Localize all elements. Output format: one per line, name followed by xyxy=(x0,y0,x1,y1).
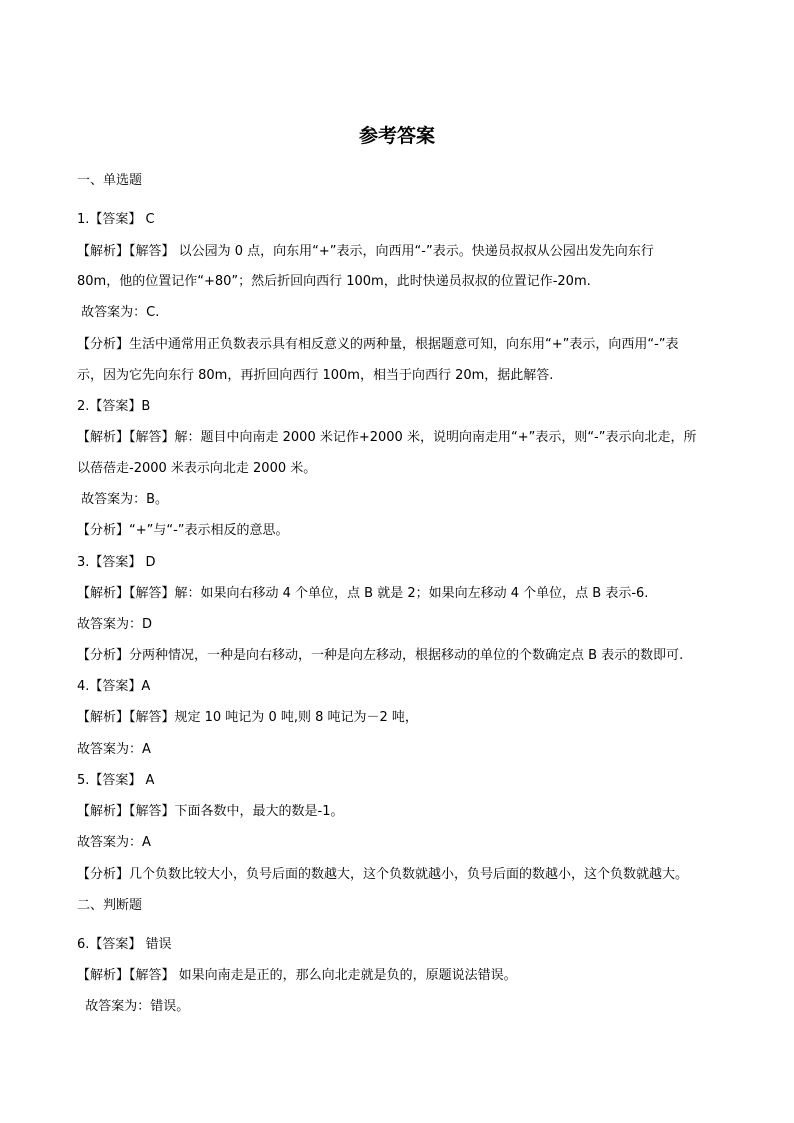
q1-answer: 1.【答案】 C xyxy=(77,212,155,227)
q6-explanation: 【解析】【解答】 如果向南走是正的，那么向北走就是负的，原题说法错误。 xyxy=(77,968,517,983)
q5-analysis: 【分析】几个负数比较大小，负号后面的数越大，这个负数就越小，负号后面的数越小，这个负数就越大。 xyxy=(77,867,689,882)
q6-answer: 6.【答案】 错误 xyxy=(77,937,172,952)
q2-conclusion: 故答案为：B。 xyxy=(77,492,169,507)
q3-conclusion: 故答案为：D xyxy=(77,617,153,632)
page-title: 参考答案 xyxy=(358,125,435,147)
q4-conclusion: 故答案为：A xyxy=(77,742,151,757)
q5-conclusion: 故答案为：A xyxy=(77,835,151,850)
section-heading-single-choice: 一、单选题 xyxy=(77,173,143,188)
q1-explanation-line-1: 【解析】【解答】 以公园为 0 点，向东用“+”表示，向西用“-”表示。快递员叔叔从公园出发先向东行 xyxy=(77,244,654,259)
section-heading-true-false: 二、判断题 xyxy=(77,898,143,913)
q4-explanation: 【解析】【解答】规定 10 吨记为 0 吨,则 8 吨记为－2 吨， xyxy=(77,710,418,725)
q1-analysis-line-2: 示，因为它先向东行 80m，再折回向西行 100m，相当于向西行 20m，据此解答. xyxy=(77,368,554,383)
q6-conclusion: 故答案为：错误。 xyxy=(77,999,190,1014)
q2-answer: 2.【答案】B xyxy=(77,399,151,414)
q1-conclusion: 故答案为：C. xyxy=(77,305,160,320)
q3-explanation: 【解析】【解答】解：如果向右移动 4 个单位，点 B 就是 2；如果向左移动 4 个单位，点 B 表示-6. xyxy=(77,586,649,601)
q2-explanation-line-1: 【解析】【解答】解：题目中向南走 2000 米记作+2000 米，说明向南走用“+”表示，则“-”表示向北走，所 xyxy=(77,430,697,445)
q5-answer: 5.【答案】 A xyxy=(77,773,155,788)
q3-answer: 3.【答案】 D xyxy=(77,555,156,570)
q1-analysis-line-1: 【分析】生活中通常用正负数表示具有相反意义的两种量，根据题意可知，向东用“+”表示，向西用“-”表 xyxy=(77,337,679,352)
q2-analysis: 【分析】“+”与“-”表示相反的意思。 xyxy=(77,523,289,538)
q2-explanation-line-2: 以蓓蓓走-2000 米表示向北走 2000 米。 xyxy=(77,461,317,476)
q5-explanation: 【解析】【解答】下面各数中，最大的数是-1。 xyxy=(77,804,344,819)
q3-analysis: 【分析】分两种情况，一种是向右移动，一种是向左移动，根据移动的单位的个数确定点 B 表示的数即可. xyxy=(77,648,684,663)
q1-explanation-line-2: 80m，他的位置记作“+80”；然后折回向西行 100m，此时快递员叔叔的位置记作-20m. xyxy=(77,274,591,289)
q4-answer: 4.【答案】A xyxy=(77,679,151,694)
